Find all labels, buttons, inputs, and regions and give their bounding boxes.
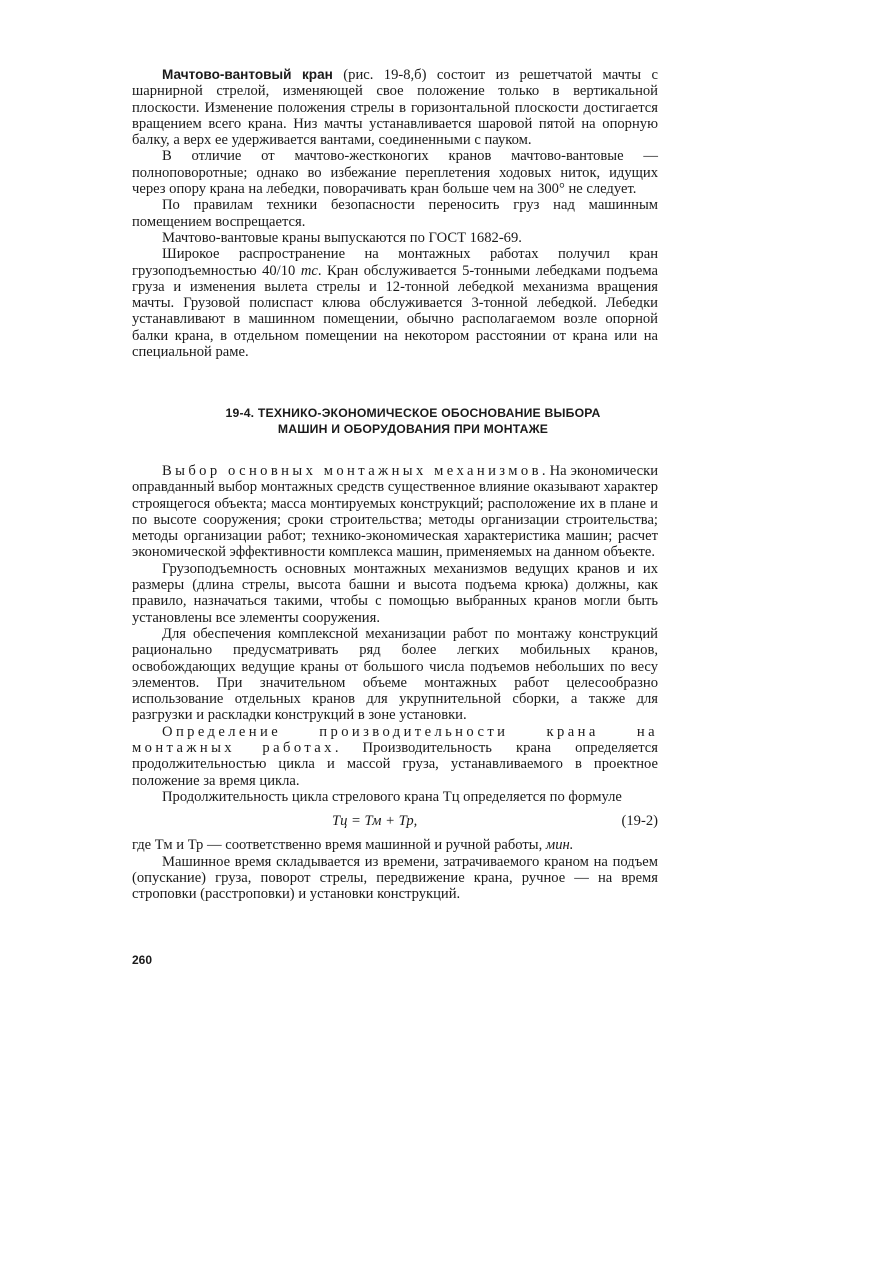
paragraph-crane-40-10 xyxy=(132,246,658,360)
paragraph-text: . Кран обслуживается 5-тонными лебедками подъема груза и изменения вылета стрелы и 12-тонной лебедкой механизма вращения мачты. Грузовой полиспаст клюва обслуживается 3-тонной лебедкой. Лебедки устанавливают в машинном помещении, обычно располагаемом возле опорной балки крана, в отдельном помещении на некотором расстоянии от крана или на специальной раме. xyxy=(132,262,659,361)
section-heading-line-1: 19-4. ТЕХНИКО-ЭКОНОМИЧЕСКОЕ ОБОСНОВАНИЕ ВЫБОРА xyxy=(225,406,601,420)
paragraph-text: . На экономически оправданный выбор монтажных средств существенное влияние оказывают характер строящегося объекта; масса монтируемых конструкций; расположение их в плане и по высоте сооружения; сроки строительства; методы организации строительства; методы организации работ; технико-экономическая характеристика машин; расчет экономической эффективности комплекса машин, применяемых на данном объекте. xyxy=(132,463,659,561)
unit-ts: тс xyxy=(300,262,318,279)
paragraph-text: Широкое распространение на монтажных работах получил кран грузоподъемностью 40/10 xyxy=(132,246,658,279)
term-mast-guyed-crane: Мачтово-вантовый кран xyxy=(162,67,333,82)
section-heading-line-2: МАШИН И ОБОРУДОВАНИЯ ПРИ МОНТАЖЕ xyxy=(277,422,549,436)
term-productivity: Определение производительности крана на монтажных работах xyxy=(132,723,658,757)
paragraph-productivity xyxy=(132,724,658,789)
paragraph-lifting-capacity: Грузоподъемность основных монтажных механизмов ведущих кранов и их размеры (длина стрелы, высота башни и высота подъема крюка) должны, как правило, назначаться такими, чтобы с помощью выбранных кранов могли быть установлены все элементы сооружения. xyxy=(132,560,658,626)
formula-expression: Тц = Тм + Тр, xyxy=(332,813,418,830)
text-block-top xyxy=(132,67,658,360)
paragraph-safety: По правилам техники безопасности переносить груз над машинным помещением воспрещается. xyxy=(132,197,658,230)
paragraph-machine-selection xyxy=(132,463,658,561)
page-number: 260 xyxy=(132,953,153,967)
paragraph-where xyxy=(132,837,658,853)
formula-number: (19-2) xyxy=(621,813,658,830)
formula-19-2 xyxy=(132,811,658,833)
section-heading xyxy=(150,405,676,437)
paragraph-mast-guyed-crane xyxy=(132,67,658,148)
text-block-main xyxy=(132,463,658,902)
unit-min: мин. xyxy=(545,837,574,854)
paragraph-mechanization: Для обеспечения комплексной механизации работ по монтажу конструкций рационально предусматривать ряд более легких мобильных кранов, освобождающих ведущие краны от большого числа подъемов небольших по весу элементов. При значительном объеме монтажных работ целесообразно использование отдельных кранов для укрупнительной сборки, а также для разгрузки и раскладки конструкций в зоне установки. xyxy=(132,625,658,724)
paragraph-gost: Мачтово-вантовые краны выпускаются по ГОСТ 1682-69. xyxy=(162,229,522,246)
term-machine-selection: Выбор основных монтажных механизмов xyxy=(162,463,542,479)
paragraph-text: где Тм и Тр — соответственно время машинной и ручной работы, xyxy=(132,837,546,854)
paragraph-text: . Производительность крана определяется продолжительностью цикла и массой груза, устанавливаемого в проектное положение за время цикла. xyxy=(132,740,658,789)
paragraph-cycle-duration: Продолжительность цикла стрелового крана Тц определяется по формуле xyxy=(162,788,622,805)
paragraph-machine-time: Машинное время складывается из времени, затрачиваемого краном на подъем (опускание) груза, поворот стрелы, передвижение крана, ручное — на время строповки (расстроповки) и установки конструкций. xyxy=(132,853,658,903)
paragraph-full-rotation: В отличие от мачтово-жестконогих кранов мачтово-вантовые — полноповоротные; однако во избежание переплетения ходовых ниток, идущих через опору крана на лебедки, поворачивать кран больше чем на 300° не следует. xyxy=(132,148,658,198)
paragraph-text: (рис. 19-8,б) состоит из решетчатой мачты с шарнирной стрелой, изменяющей свое положение только в вертикальной плоскости. Изменение положения стрелы в горизонтальной плоскости достигается вращением всего крана. Низ мачты устанавливается шаровой пятой на опорную балку, а верх ее удерживается вантами, соединенными с пауком. xyxy=(132,67,658,149)
